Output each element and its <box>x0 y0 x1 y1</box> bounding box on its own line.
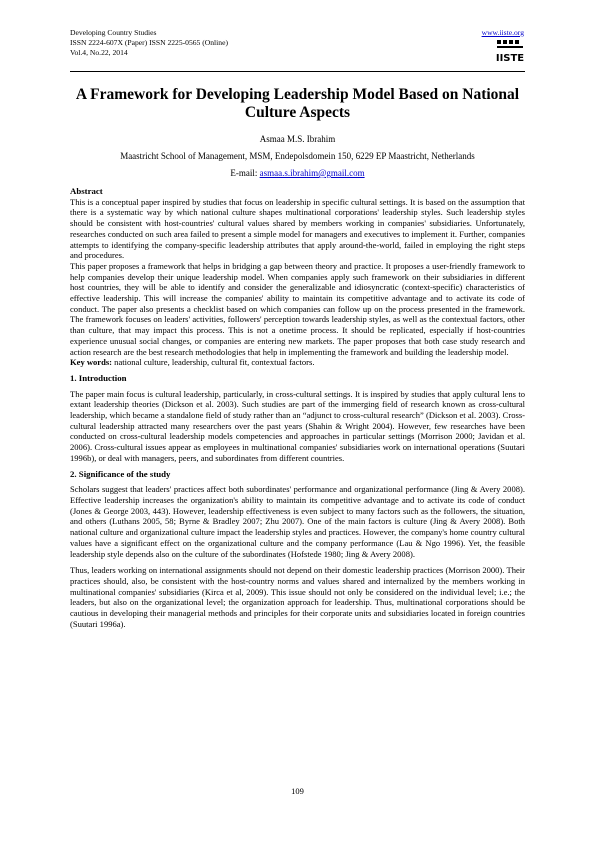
keywords-text: national culture, leadership, cultural fit, contextual factors. <box>112 357 315 368</box>
author-affiliation: Maastricht School of Management, MSM, Endepolsdomein 150, 6229 EP Maastricht, Netherlands <box>120 151 475 161</box>
journal-name: Developing Country Studies <box>70 28 157 37</box>
section-heading-significance: 2. Significance of the study <box>70 468 171 479</box>
keywords-label: Key words: <box>70 357 113 368</box>
volume-line: Vol.4, No.22, 2014 <box>70 48 128 57</box>
significance-paragraph-2: Thus, leaders working on international assignments should not depend on their domestic leadership practices (Morrison 2000). Their practices should, also, be consistent with the host-country norms and values shared and internalized by the members working in multinational companies' subsidiaries (Kirca et al, 2009). This issue should not only be considered on the individual level; i.e.; the leaders, but also on the organizational level; the organization approach for leadership. Thus, multinational corporations should be cautious in developing their managerial methods and principles for their corporate units and subsidiaries located in foreign countries (Suutari 1996a). <box>70 565 525 629</box>
introduction-paragraph-1: The paper main focus is cultural leadership, particularly, in cross-cultural settings. It is inspired by studies that apply cultural lens to extant leadership theories (Dickson et al. 2003). Such studies are part of the immerging field of research known as cross-cultural leadership, which became a standalone field of study rather than an “adjunct to cross-cultural research” (Dickson et al. 2003). Cross-cultural leadership attracted many researchers over the past years (Shahin & Wright 2004). However, few researches have been conducted on cross-cultural leadership models competencies and approaches in particular settings (Morrison 2000; Javidan et al. 2006). Cross-cultural issues appear as employees in multinational companies' subsidiaries work on international operations (Suutari 1996b), or deal with managers, peers, and subordinates from different countries. <box>70 388 525 463</box>
paper-body <box>70 186 525 629</box>
email-link[interactable]: asmaa.s.ibrahim@gmail.com <box>259 168 365 178</box>
journal-header <box>70 28 228 58</box>
keywords-line <box>70 357 525 368</box>
abstract-paragraph-2: This paper proposes a framework that helps in bridging a gap between theory and practice. It proposes a user-friendly framework to help companies develop their unique leadership model. When companies apply such framework on their subsidiaries in different host countries, they will be able to identify and consider the generalizable and idiosyncratic (context-specific) characteristics of effective leadership. This will increase the companies' ability to maintain its competitive advantage and to activate its code of conduct. The paper also presents a checklist based on which companies can follow up on the process presented in the framework. The framework focuses on leaders' activities, followers' perception towards leadership styles, as well as the contextual factors, other than culture, that may impact this process. This is not a onetime process. It should be replicated, especially if host-countries experience unusual social changes, or companies are entering new markets. The paper proposes that both case study research and action research are the best research methodologies that help in implementing the framework and building the leadership model. <box>70 260 525 357</box>
section-heading-introduction: 1. Introduction <box>70 372 127 383</box>
email-label: E-mail: <box>230 168 258 178</box>
author-name: Asmaa M.S. Ibrahim <box>259 134 336 144</box>
abstract-heading: Abstract <box>70 186 103 196</box>
website-link[interactable]: www.iiste.org <box>481 28 524 37</box>
email-line <box>70 168 525 178</box>
iiste-logo <box>495 39 525 65</box>
page-number: 109 <box>291 786 304 796</box>
svg-text:IISTE: IISTE <box>495 53 525 64</box>
abstract-paragraph-1: This is a conceptual paper inspired by studies that focus on leadership in specific cultural settings. It is based on the assumption that there is a systematic way by which national culture shapes multinational corporations' leadership styles. Such leadership styles should be consistent with host-countries' cultural values shared by members working in companies' subsidiaries. Unfortunately, researches conducted on such area failed to present a simple model for managers and executives to implement it. Further, companies attempts to identifying the company-specific leadership attributes that apply around-the-world, failed in employing the right steps and procedures. <box>70 196 525 261</box>
paper-title: A Framework for Developing Leadership Model Based on National Culture Aspects <box>75 86 520 121</box>
header-rule <box>70 71 525 72</box>
issn-line: ISSN 2224-607X (Paper) ISSN 2225-0565 (Online) <box>70 38 228 47</box>
significance-paragraph-1: Scholars suggest that leaders' practices affect both subordinates' performance and organizational performance (Jing & Avery 2008). Effective leadership increases the organization's ability to maintain its competitive advantage and to activate its code of conduct (Jones & George 2003, 443). However, leadership effectiveness is even subject to many factors such as the followers, the situation, and others (Luthans 2005, 58; Byrne & Bradley 2007; Zhu 2007). One of the main factors is culture (Jing & Avery 2008). Both national culture and organizational culture impact the leadership styles and practices. However, the company's home country cultural values have a significant effect on the organizational culture and the company performance (Lau & Ngo 1996). Yet, the feasible leadership style depends also on the culture of the subordinates (Hofstede 1980; Jing & Avery 2008). <box>70 484 525 559</box>
